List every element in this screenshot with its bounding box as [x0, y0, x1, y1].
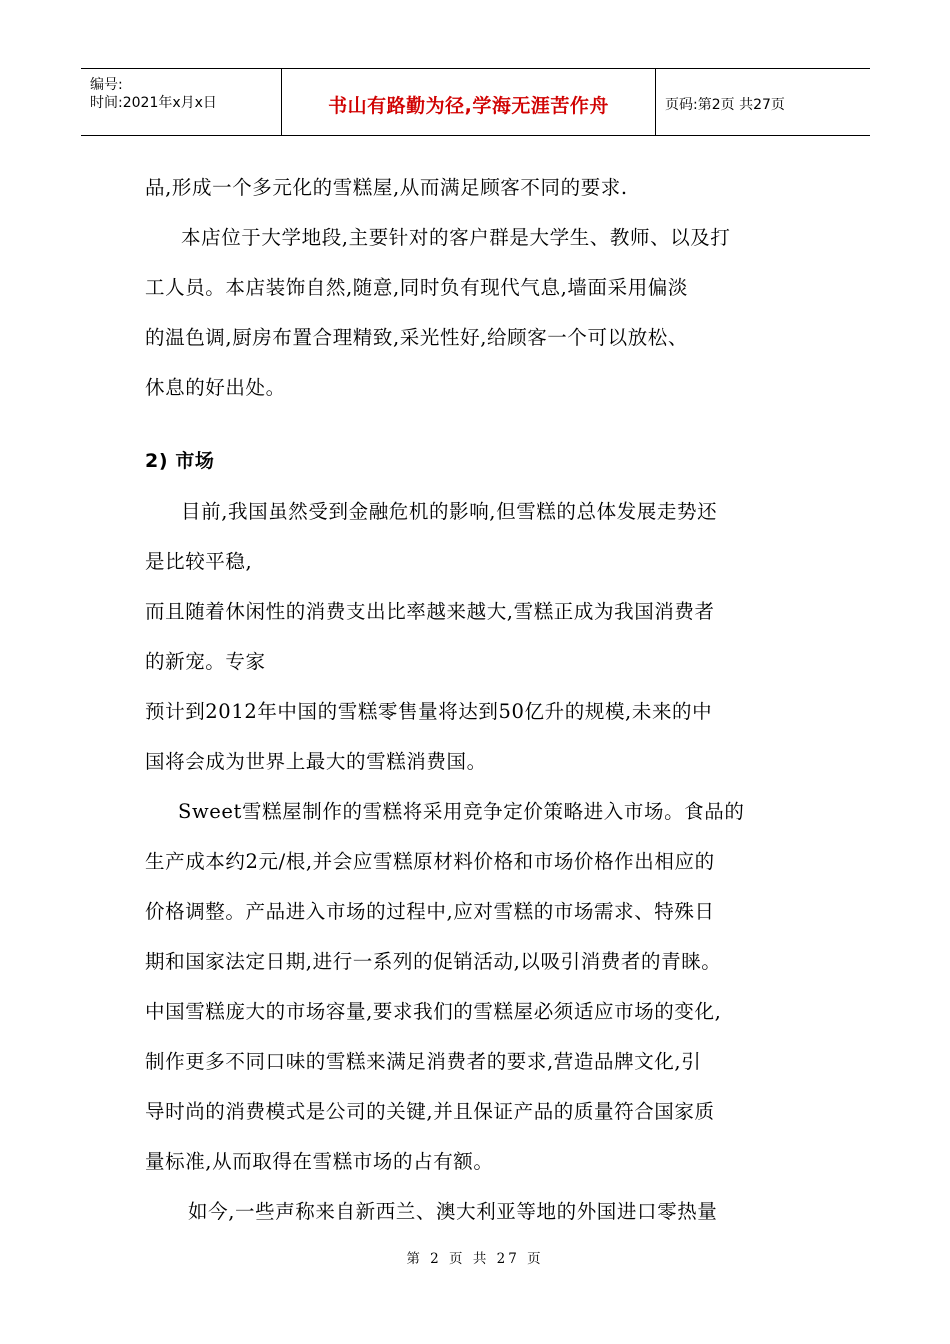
paragraph-line: Sweet雪糕屋制作的雪糕将采用竞争定价策略进入市场。食品的: [178, 800, 745, 823]
paragraph-line: 的新宠。专家: [145, 650, 266, 673]
header-motto: 书山有路勤为径,学海无涯苦作舟: [328, 95, 609, 117]
paragraph-line: 价格调整。产品进入市场的过程中,应对雪糕的市场需求、特殊日: [145, 900, 715, 923]
header-left-cell: [81, 69, 281, 135]
paragraph-line: 导时尚的消费模式是公司的关键,并且保证产品的质量符合国家质: [145, 1100, 715, 1123]
paragraph-line: 期和国家法定日期,进行一系列的促销活动,以吸引消费者的青睐。: [145, 950, 722, 973]
paragraph-line: 而且随着休闲性的消费支出比率越来越大,雪糕正成为我国消费者: [145, 600, 715, 623]
page-label: 页码:第2页 共27页: [665, 97, 785, 113]
paragraph-line: 国将会成为世界上最大的雪糕消费国。: [145, 750, 487, 773]
paragraph-line: 是比较平稳,: [145, 550, 253, 573]
paragraph-line: 量标准,从而取得在雪糕市场的占有额。: [145, 1150, 494, 1173]
time-label: 时间:2021年x月x日: [90, 95, 217, 111]
paragraph-line: 工人员。本店装饰自然,随意,同时负有现代气息,墙面采用偏淡: [145, 276, 688, 299]
paragraph-line: 本店位于大学地段,主要针对的客户群是大学生、教师、以及打: [181, 226, 731, 249]
section-heading: 2) 市场: [145, 450, 215, 472]
paragraph-line: 制作更多不同口味的雪糕来满足消费者的要求,营造品牌文化,引: [145, 1050, 702, 1073]
paragraph-line: 的温色调,厨房布置合理精致,采光性好,给顾客一个可以放松、: [145, 326, 688, 349]
paragraph-line: 生产成本约2元/根,并会应雪糕原材料价格和市场价格作出相应的: [145, 850, 715, 873]
paragraph-line: 品,形成一个多元化的雪糕屋,从而满足顾客不同的要求.: [145, 176, 628, 199]
number-label: 编号:: [90, 77, 123, 93]
paragraph-line: 休息的好出处。: [145, 376, 286, 399]
page-header: [81, 68, 870, 136]
paragraph-line: 中国雪糕庞大的市场容量,要求我们的雪糕屋必须适应市场的变化,: [145, 1000, 722, 1023]
paragraph-line: 如今,一些声称来自新西兰、澳大利亚等地的外国进口零热量: [188, 1200, 718, 1223]
page-footer: 第 2 页 共 27 页: [406, 1251, 544, 1267]
header-right-cell: [656, 69, 870, 135]
header-middle-cell: [281, 69, 656, 135]
paragraph-line: 预计到2012年中国的雪糕零售量将达到50亿升的规模,未来的中: [145, 700, 713, 723]
paragraph-line: 目前,我国虽然受到金融危机的影响,但雪糕的总体发展走势还: [181, 500, 718, 523]
